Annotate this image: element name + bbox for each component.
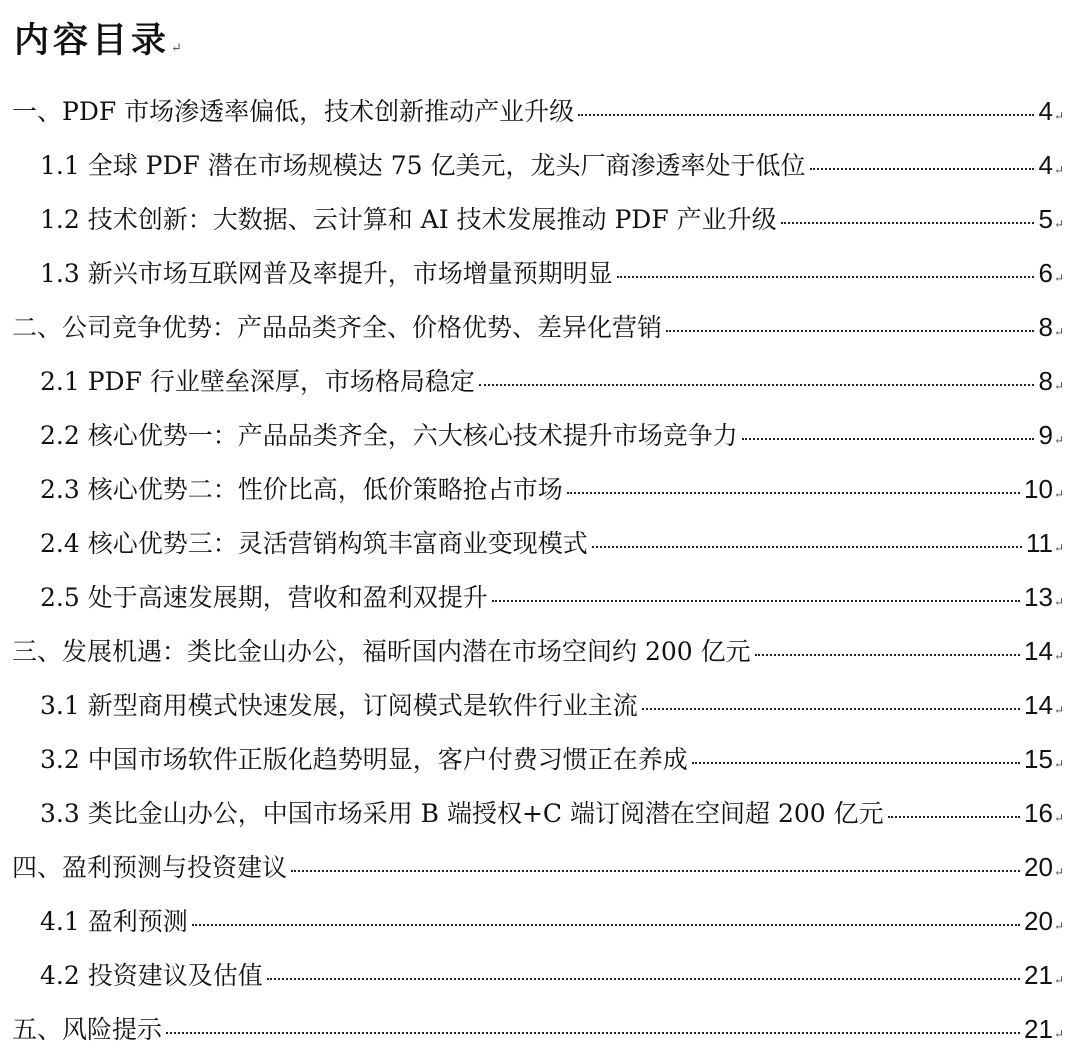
- toc-entry-label: 五、风险提示: [12, 1015, 163, 1044]
- toc-page-number: 10: [1024, 474, 1053, 504]
- dot-leader: [642, 708, 1020, 710]
- dot-leader: [267, 978, 1020, 980]
- toc-entry-label: 二、公司竞争优势：产品品类齐全、价格优势、差异化营销: [12, 313, 663, 342]
- toc-section-entry[interactable]: [0, 300, 1080, 354]
- toc-page-number: 20: [1024, 852, 1053, 882]
- toc-page-number: 14: [1024, 690, 1053, 720]
- toc-subsection-entry[interactable]: [0, 192, 1080, 246]
- toc-subsection-entry[interactable]: [0, 732, 1080, 786]
- paragraph-mark-icon: ↵: [1053, 379, 1064, 393]
- toc-page-number: 8: [1038, 366, 1053, 396]
- paragraph-mark-icon: ↵: [1053, 811, 1064, 825]
- paragraph-mark-icon: ↵: [1053, 595, 1064, 609]
- paragraph-mark-icon: ↵: [1053, 703, 1064, 717]
- toc-page-number: 8: [1038, 312, 1053, 342]
- toc-entry-label: 三、发展机遇：类比金山办公，福昕国内潜在市场空间约 200 亿元: [12, 637, 751, 666]
- paragraph-mark-icon: ↵: [1053, 433, 1064, 447]
- dot-leader: [888, 816, 1020, 818]
- paragraph-mark-icon: ↵: [171, 41, 186, 56]
- dot-leader: [192, 924, 1020, 926]
- toc-entry-label: 3.2 中国市场软件正版化趋势明显，客户付费习惯正在养成: [40, 745, 688, 774]
- toc-subsection-entry[interactable]: [0, 462, 1080, 516]
- toc-page-number: 4: [1038, 150, 1053, 180]
- paragraph-mark-icon: ↵: [1053, 649, 1064, 663]
- toc-page-number: 11: [1025, 528, 1053, 558]
- toc-subsection-entry[interactable]: [0, 138, 1080, 192]
- dot-leader: [592, 546, 1022, 548]
- toc-entry-label: 1.2 技术创新：大数据、云计算和 AI 技术发展推动 PDF 产业升级: [40, 205, 777, 234]
- dot-leader: [166, 1032, 1020, 1034]
- paragraph-mark-icon: ↵: [1053, 325, 1064, 339]
- dot-leader: [692, 762, 1020, 764]
- toc-subsection-entry[interactable]: [0, 678, 1080, 732]
- dot-leader: [578, 114, 1034, 116]
- paragraph-mark-icon: ↵: [1053, 1027, 1064, 1041]
- toc-subsection-entry[interactable]: [0, 948, 1080, 1002]
- dot-leader: [492, 600, 1020, 602]
- toc-subsection-entry[interactable]: [0, 516, 1080, 570]
- toc-page-number: 6: [1038, 258, 1053, 288]
- toc-entry-label: 四、盈利预测与投资建议: [12, 853, 288, 882]
- toc-subsection-entry[interactable]: [0, 408, 1080, 462]
- toc-subsection-entry[interactable]: [0, 354, 1080, 408]
- toc-entry-label: 2.2 核心优势一：产品品类齐全，六大核心技术提升市场竞争力: [40, 421, 738, 450]
- toc-entry-label: 2.4 核心优势三：灵活营销构筑丰富商业变现模式: [40, 529, 588, 558]
- paragraph-mark-icon: ↵: [1053, 163, 1064, 177]
- toc-page-number: 21: [1024, 1014, 1053, 1044]
- paragraph-mark-icon: ↵: [1053, 217, 1064, 231]
- paragraph-mark-icon: ↵: [1053, 487, 1064, 501]
- toc-entry-label: 4.2 投资建议及估值: [40, 961, 263, 990]
- toc-section-entry[interactable]: [0, 84, 1080, 138]
- toc-page-number: 4: [1038, 96, 1053, 126]
- paragraph-mark-icon: ↵: [1053, 757, 1064, 771]
- dot-leader: [291, 870, 1020, 872]
- toc-entry-label: 1.1 全球 PDF 潜在市场规模达 75 亿美元，龙头厂商渗透率处于低位: [40, 151, 806, 180]
- toc-title: [14, 16, 186, 74]
- toc-entry-label: 2.5 处于高速发展期，营收和盈利双提升: [40, 583, 488, 612]
- toc-entry-label: 4.1 盈利预测: [40, 907, 188, 936]
- toc-section-entry[interactable]: [0, 1002, 1080, 1056]
- paragraph-mark-icon: ↵: [1053, 541, 1064, 555]
- dot-leader: [479, 384, 1035, 386]
- toc-page-number: 15: [1024, 744, 1053, 774]
- paragraph-mark-icon: ↵: [1053, 865, 1064, 879]
- toc-section-entry[interactable]: [0, 624, 1080, 678]
- toc-subsection-entry[interactable]: [0, 894, 1080, 948]
- toc-entry-label: 3.1 新型商用模式快速发展，订阅模式是软件行业主流: [40, 691, 638, 720]
- toc-subsection-entry[interactable]: [0, 570, 1080, 624]
- toc-page-number: 16: [1024, 798, 1053, 828]
- toc-page-number: 14: [1024, 636, 1053, 666]
- dot-leader: [742, 438, 1035, 440]
- dot-leader: [755, 654, 1020, 656]
- paragraph-mark-icon: ↵: [1053, 109, 1064, 123]
- dot-leader: [567, 492, 1020, 494]
- toc-subsection-entry[interactable]: [0, 246, 1080, 300]
- paragraph-mark-icon: ↵: [1053, 271, 1064, 285]
- toc-entry-label: 2.3 核心优势二：性价比高，低价策略抢占市场: [40, 475, 563, 504]
- toc-page-number: 21: [1024, 960, 1053, 990]
- toc-section-entry[interactable]: [0, 840, 1080, 894]
- toc-entry-label: 一、PDF 市场渗透率偏低，技术创新推动产业升级: [12, 97, 575, 126]
- toc-entry-label: 2.1 PDF 行业壁垒深厚，市场格局稳定: [40, 367, 475, 396]
- paragraph-mark-icon: ↵: [1053, 973, 1064, 987]
- toc-entry-label: 3.3 类比金山办公，中国市场采用 B 端授权+C 端订阅潜在空间超 200 亿元: [40, 799, 884, 828]
- toc-page-number: 5: [1038, 204, 1053, 234]
- toc-page-number: 20: [1024, 906, 1053, 936]
- toc-title-text: 内容目录: [14, 20, 171, 61]
- dot-leader: [666, 330, 1034, 332]
- toc-list: [0, 84, 1080, 1056]
- dot-leader: [781, 222, 1035, 224]
- toc-entry-label: 1.3 新兴市场互联网普及率提升，市场增量预期明显: [40, 259, 613, 288]
- paragraph-mark-icon: ↵: [1053, 919, 1064, 933]
- toc-page-number: 13: [1024, 582, 1053, 612]
- toc-page-number: 9: [1038, 420, 1053, 450]
- dot-leader: [617, 276, 1035, 278]
- toc-subsection-entry[interactable]: [0, 786, 1080, 840]
- dot-leader: [810, 168, 1035, 170]
